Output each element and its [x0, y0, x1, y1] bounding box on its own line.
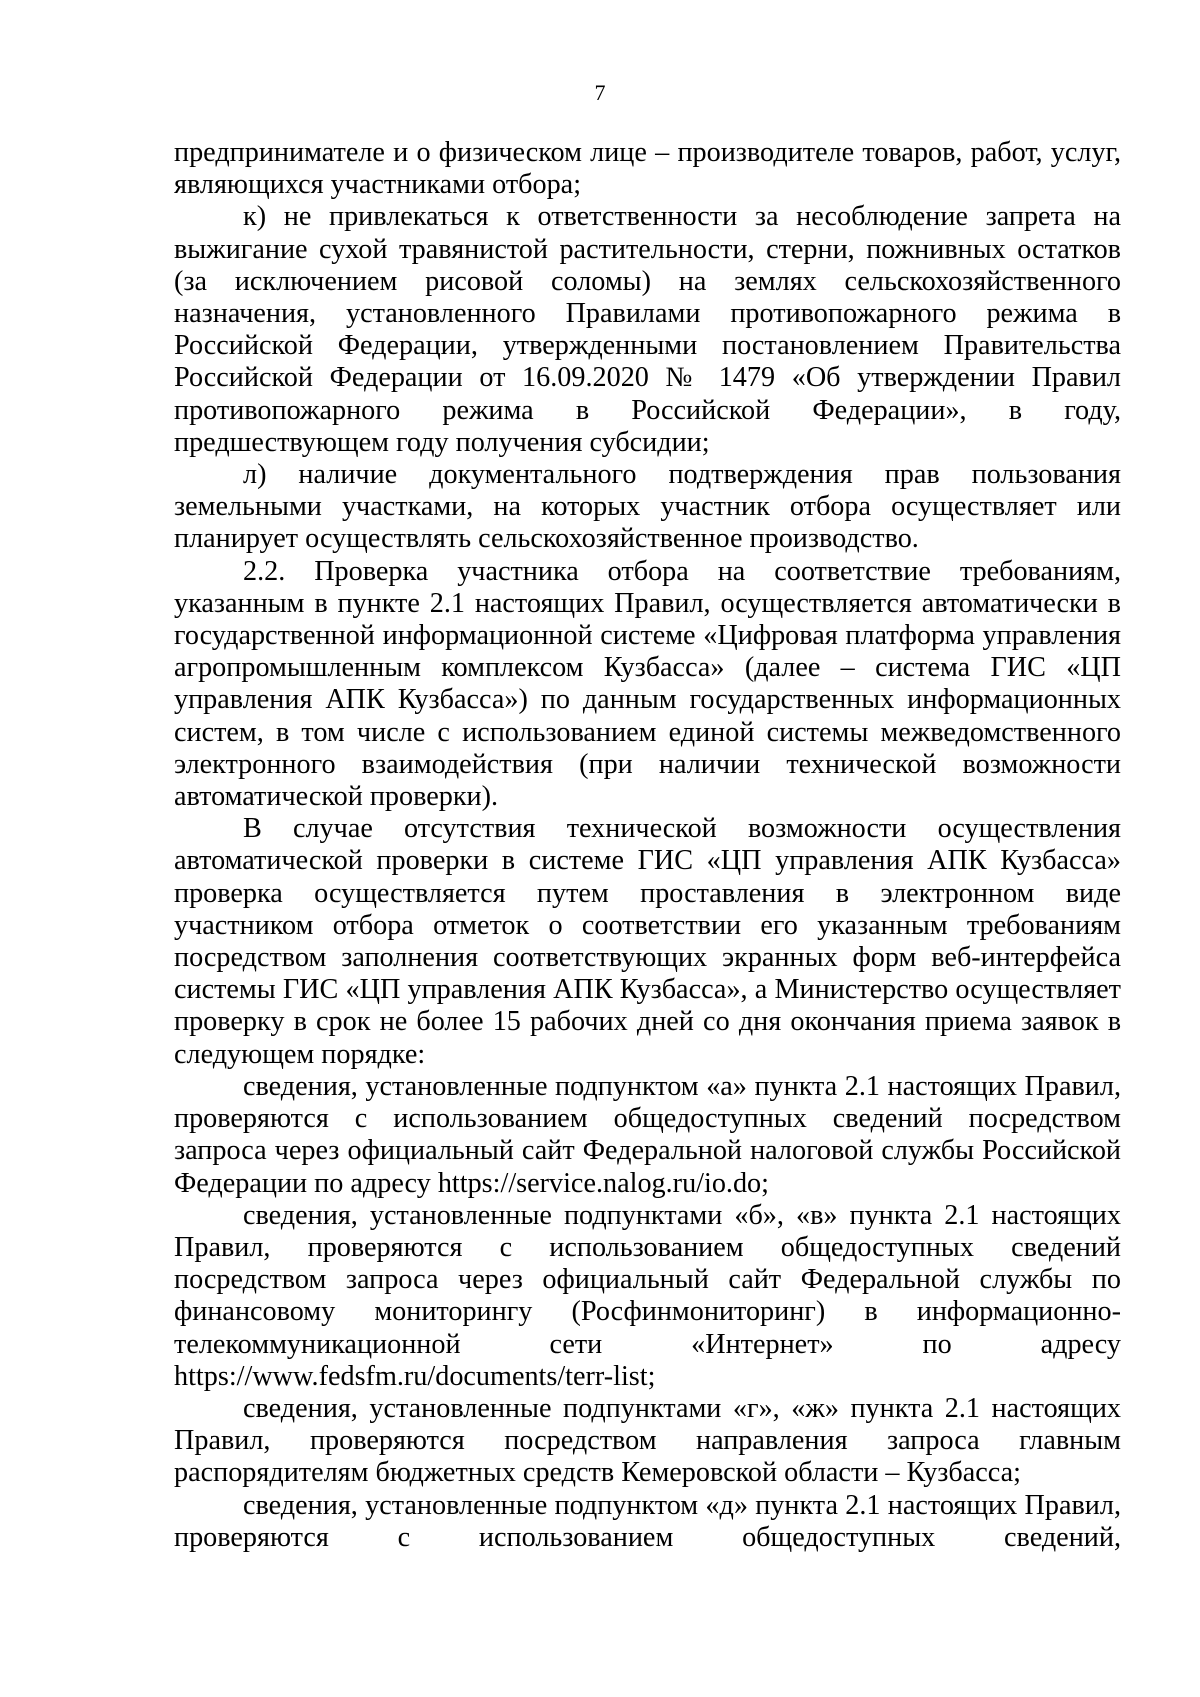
paragraph-check-d: сведения, установленные подпунктом «д» пункта 2.1 настоящих Правил, проверяются с использованием общедоступных сведений,: [174, 1489, 1121, 1553]
paragraph-check-g-zh: сведения, установленные подпунктами «г», «ж» пункта 2.1 настоящих Правил, проверяются посредством направления запроса главным распорядителям бюджетных средств Кемеровской области – Кузбасса;: [174, 1392, 1121, 1489]
page-number: 7: [594, 80, 606, 105]
paragraph-item-k: к) не привлекаться к ответственности за несоблюдение запрета на выжигание сухой травянистой растительности, стерни, пожнивных остатков (за исключением рисовой соломы) на землях сельскохозяйственного назначения, установленного Правилами противопожарного режима в Российской Федерации, утвержденными постановлением Правительства Российской Федерации от 16.09.2020 № 1479 «Об утверждении Правил противопожарного режима в Российской Федерации», в году, предшествующем году получения субсидии;: [174, 201, 1121, 458]
paragraph-item-l: л) наличие документального подтверждения прав пользования земельными участками, на которых участник отбора осуществляет или планирует осуществлять сельскохозяйственное производство.: [174, 459, 1121, 555]
document-body: [174, 137, 1121, 1554]
paragraph-continuation: предпринимателе и о физическом лице – производителе товаров, работ, услуг, являющихся участниками отбора;: [174, 137, 1121, 201]
paragraph-section-2-2: 2.2. Проверка участника отбора на соответствие требованиям, указанным в пункте 2.1 настоящих Правил, осуществляется автоматически в государственной информационной системе «Цифровая платформа управления агропромышленным комплексом Кузбасса» (далее – система ГИС «ЦП управления АПК Кузбасса») по данным государственных информационных систем, в том числе с использованием единой системы межведомственного электронного взаимодействия (при наличии технической возможности автоматической проверки).: [174, 555, 1121, 813]
paragraph-manual-check: В случае отсутствия технической возможности осуществления автоматической проверки в системе ГИС «ЦП управления АПК Кузбасса» проверка осуществляется путем проставления в электронном виде участником отбора отметок о соответствии его указанным требованиям посредством заполнения соответствующих экранных форм веб-интерфейса системы ГИС «ЦП управления АПК Кузбасса», а Министерство осуществляет проверку в срок не более 15 рабочих дней со дня окончания приема заявок в следующем порядке:: [174, 813, 1121, 1070]
paragraph-check-a: сведения, установленные подпунктом «а» пункта 2.1 настоящих Правил, проверяются с использованием общедоступных сведений посредством запроса через официальный сайт Федеральной налоговой службы Российской Федерации по адресу https://service.nalog.ru/io.do;: [174, 1070, 1121, 1199]
paragraph-check-b-v: сведения, установленные подпунктами «б», «в» пункта 2.1 настоящих Правил, проверяются с использованием общедоступных сведений посредством запроса через официальный сайт Федеральной службы по финансовому мониторингу (Росфинмониторинг) в информационно-телекоммуникационной сети «Интернет» по адресу https://www.fedsfm.ru/documents/terr-list;: [174, 1199, 1121, 1392]
